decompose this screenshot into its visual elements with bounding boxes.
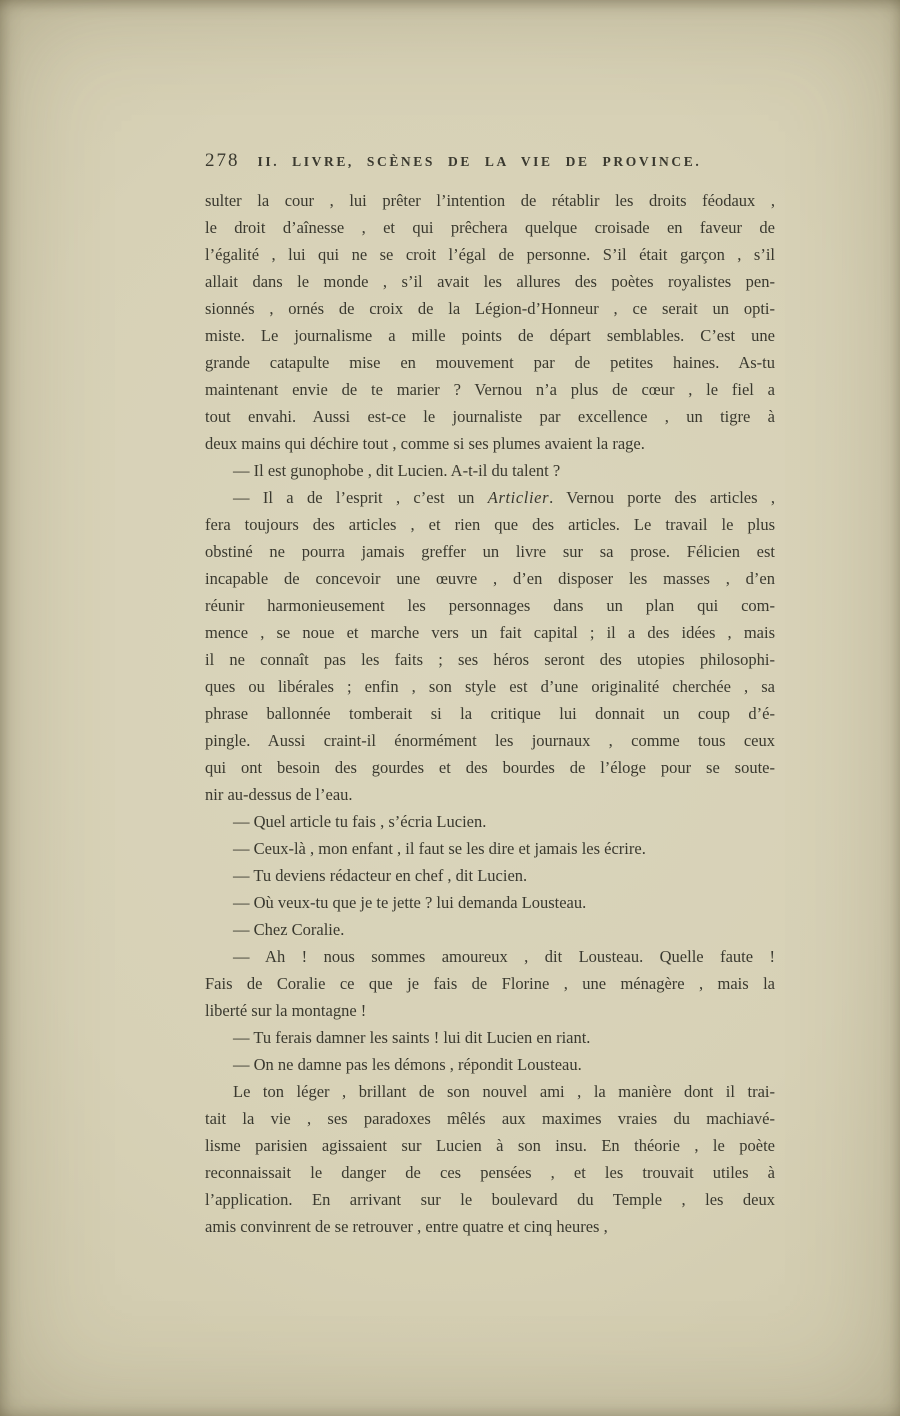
text-line: l’application. En arrivant sur le boulevard du Temple , les deux bbox=[205, 1190, 775, 1209]
text-line: incapable de concevoir une œuvre , d’en disposer les masses , d’en bbox=[205, 569, 775, 588]
text-line: reconnaissait le danger de ces pensées , et les trouvait utiles à bbox=[205, 1163, 775, 1182]
text-line: le droit d’aînesse , et qui prêchera quelque croisade en faveur de bbox=[205, 218, 775, 237]
paragraph bbox=[205, 916, 775, 943]
emphasized-word: Articlier bbox=[487, 488, 550, 507]
text-line: mence , se noue et marche vers un fait capital ; il a des idées , mais bbox=[205, 623, 775, 642]
paragraph bbox=[205, 862, 775, 889]
text-line: réunir harmonieusement les personnages dans un plan qui com- bbox=[205, 596, 775, 615]
text-line: lisme parisien agissaient sur Lucien à son insu. En théorie , le poète bbox=[205, 1136, 775, 1155]
paragraph bbox=[205, 187, 775, 457]
text-line: sulter la cour , lui prêter l’intention de rétablir les droits féodaux , bbox=[205, 191, 775, 210]
paragraph bbox=[205, 457, 775, 484]
text-line: grande catapulte mise en mouvement par de petites haines. As-tu bbox=[205, 353, 775, 372]
text-line: — Il est gunophobe , dit Lucien. A-t-il du talent ? bbox=[233, 461, 561, 480]
text-line: maintenant envie de te marier ? Vernou n’a plus de cœur , le fiel a bbox=[205, 380, 775, 399]
text-line: — Ah ! nous sommes amoureux , dit Lousteau. Quelle faute ! bbox=[233, 947, 775, 966]
text-line: Fais de Coralie ce que je fais de Florine , une ménagère , mais la bbox=[205, 974, 775, 993]
text-line: allait dans le monde , s’il avait les allures des poètes royalistes pen- bbox=[205, 272, 775, 291]
text-line: — Quel article tu fais , s’écria Lucien. bbox=[233, 812, 487, 831]
text-line: il ne connaît pas les faits ; ses héros seront des utopies philosophi- bbox=[205, 650, 775, 669]
paragraph bbox=[205, 943, 775, 1024]
text-line: — Ceux-là , mon enfant , il faut se les dire et jamais les écrire. bbox=[233, 839, 646, 858]
text-block bbox=[205, 187, 775, 1240]
text-line: — On ne damne pas les démons , répondit Lousteau. bbox=[233, 1055, 582, 1074]
text-line: — Tu ferais damner les saints ! lui dit Lucien en riant. bbox=[233, 1028, 591, 1047]
text-area bbox=[205, 150, 775, 1240]
text-line: fera toujours des articles , et rien que des articles. Le travail le plus bbox=[205, 515, 775, 534]
text-line: tait la vie , ses paradoxes mêlés aux maximes vraies du machiavé- bbox=[205, 1109, 775, 1128]
text-line: Le ton léger , brillant de son nouvel ami , la manière dont il trai- bbox=[233, 1082, 775, 1101]
text-line: obstiné ne pourra jamais greffer un livre sur sa prose. Félicien est bbox=[205, 542, 775, 561]
text-line: amis convinrent de se retrouver , entre quatre et cinq heures , bbox=[205, 1217, 608, 1236]
paragraph bbox=[205, 1051, 775, 1078]
paragraph bbox=[205, 835, 775, 862]
paragraph bbox=[205, 1024, 775, 1051]
text-line: tout envahi. Aussi est-ce le journaliste par excellence , un tigre à bbox=[205, 407, 775, 426]
text-line: — Il a de l’esprit , c’est un Articlier. Vernou porte des articles , bbox=[233, 488, 776, 507]
text-line: l’égalité , lui qui ne se croit l’égal de personne. S’il était garçon , s’il bbox=[205, 245, 775, 264]
text-line: liberté sur la montagne ! bbox=[205, 1001, 367, 1020]
text-line: pingle. Aussi craint-il énormément les journaux , comme tous ceux bbox=[205, 731, 775, 750]
text-line: sionnés , ornés de croix de la Légion-d’Honneur , ce serait un opti- bbox=[205, 299, 775, 318]
text-line: ques ou libérales ; enfin , son style est d’une originalité cherchée , sa bbox=[205, 677, 775, 696]
page-header bbox=[205, 150, 775, 172]
text-line: qui ont besoin des gourdes et des bourdes de l’éloge pour se soute- bbox=[205, 758, 775, 777]
text-line: phrase ballonnée tomberait si la critique lui donnait un coup d’é- bbox=[205, 704, 775, 723]
text-line: — Où veux-tu que je te jette ? lui demanda Lousteau. bbox=[233, 893, 587, 912]
text-line: miste. Le journalisme a mille points de départ semblables. C’est une bbox=[205, 326, 775, 345]
running-title: II. LIVRE, SCÈNES DE LA VIE DE PROVINCE. bbox=[257, 154, 702, 169]
paragraph bbox=[205, 808, 775, 835]
paragraph bbox=[205, 484, 775, 808]
page-number: 278 bbox=[205, 150, 240, 171]
text-line: deux mains qui déchire tout , comme si ses plumes avaient la rage. bbox=[205, 434, 645, 453]
text-line: nir au-dessus de l’eau. bbox=[205, 785, 353, 804]
text-line: — Tu deviens rédacteur en chef , dit Lucien. bbox=[233, 866, 528, 885]
text-line: — Chez Coralie. bbox=[233, 920, 345, 939]
paragraph bbox=[205, 889, 775, 916]
paragraph bbox=[205, 1078, 775, 1240]
